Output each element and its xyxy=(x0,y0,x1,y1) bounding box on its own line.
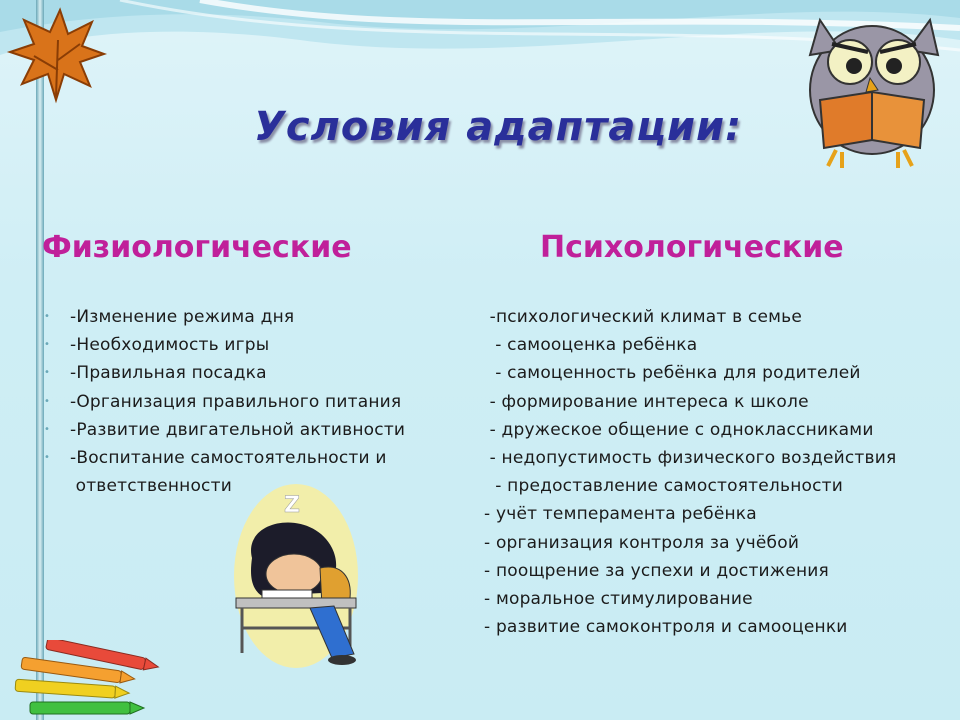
list-item: - самооценка ребёнка xyxy=(484,335,698,356)
sleeping-student-icon xyxy=(222,478,370,668)
list-item: - дружеское общение с одноклассниками xyxy=(484,419,874,440)
slide-title: Условия адаптации: xyxy=(254,104,743,150)
heading-physiological: Физиологические xyxy=(42,230,352,265)
list-item: - самоценность ребёнка для родителей xyxy=(484,363,861,384)
list-item: • -Правильная посадка xyxy=(70,359,405,387)
bullet-icon: • xyxy=(44,452,51,464)
list-item: • -Развитие двигательной активности xyxy=(70,416,405,444)
list-item: - недопустимость физического воздействия xyxy=(484,448,897,469)
psychological-list xyxy=(484,303,896,641)
list-item: - организация контроля за учёбой xyxy=(484,532,800,553)
list-item: • -Воспитание самостоятельности и xyxy=(70,444,405,472)
list-item: - развитие самоконтроля и самооценки xyxy=(484,617,848,638)
bullet-icon: • xyxy=(44,423,51,435)
list-item: - предоставление самостоятельности xyxy=(484,476,844,497)
list-item: ответственности xyxy=(70,476,232,497)
list-item: - поощрение за успехи и достижения xyxy=(484,560,829,581)
bullet-icon: • xyxy=(44,367,51,379)
list-item: - формирование интереса к школе xyxy=(484,391,809,412)
crayons-icon xyxy=(10,640,160,720)
owl-reading-icon xyxy=(780,0,960,170)
heading-psychological: Психологические xyxy=(540,230,844,265)
svg-text:Z: Z xyxy=(284,493,300,518)
bullet-icon: • xyxy=(44,339,51,351)
bullet-icon: • xyxy=(44,395,51,407)
autumn-leaf-icon xyxy=(0,0,110,110)
physiological-list xyxy=(44,303,406,500)
list-item: - моральное стимулирование xyxy=(484,589,753,610)
list-item: • -Изменение режима дня xyxy=(70,303,405,331)
list-item: - учёт темперамента ребёнка xyxy=(484,504,757,525)
list-item: • -Организация правильного питания xyxy=(70,388,405,416)
bullet-icon: • xyxy=(44,311,51,322)
list-item: -психологический климат в семье xyxy=(484,307,803,327)
list-item: • -Необходимость игры xyxy=(70,331,405,359)
